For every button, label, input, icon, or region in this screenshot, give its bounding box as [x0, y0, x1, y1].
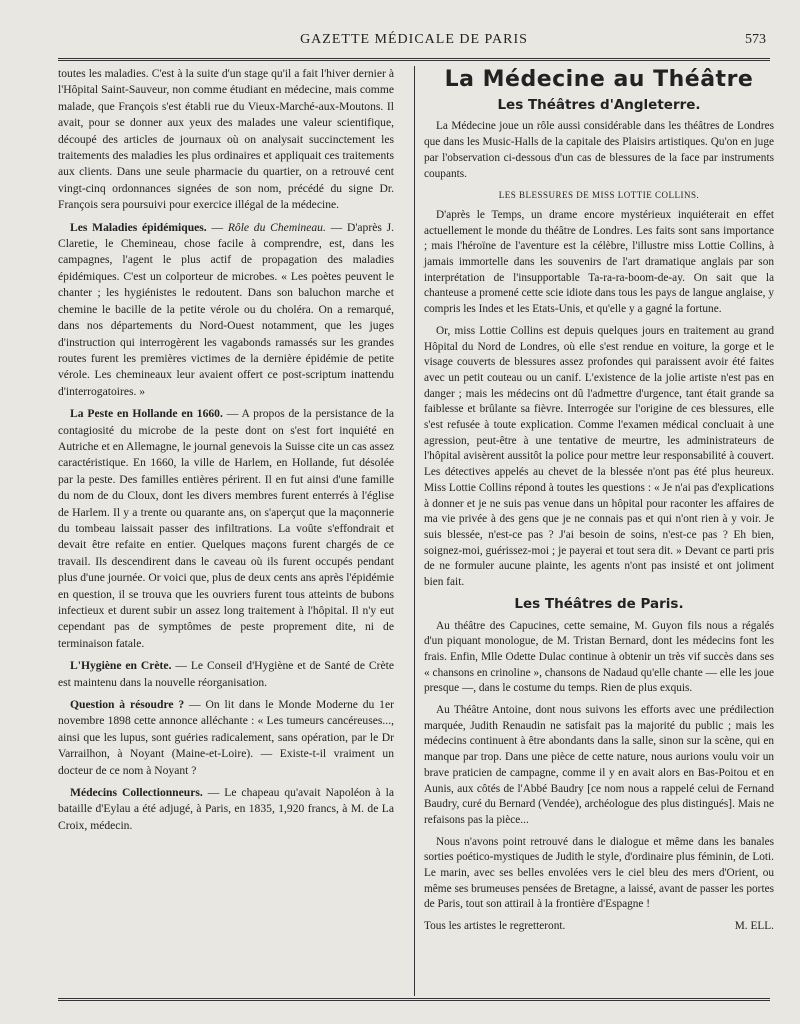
left-column	[58, 66, 394, 840]
intro-paragraph: toutes les maladies. C'est à la suite d'un stage qu'il a fait l'hiver dernier à l'Hôpital Saint-Sauveur, non comme étudiant en médecine, mais comme malade, que François s'est établi rue du Vieux-Marché-aux-Moutons. Il avait, pour se donner aux yeux des malades une valeur scientifique, découpé des articles de journaux où on analysait succinctement les traitements des maladies les plus ordinaires et appliquait ces traitements aux clients. Dans une seule pharmacie du quartier, on a retrouvé cent vingt-cinq ordonnances signées de son nom, précédé du signe Dr. François sera poursuivi pour exercice illégal de la médecine.	[58, 67, 394, 212]
case-heading: LES BLESSURES DE MISS LOTTIE COLLINS.	[498, 190, 700, 201]
hygiene-heading: L'Hygiène en Crète.	[70, 659, 172, 673]
peste-text: A propos de la persistance de la contagiosité du microbe de la peste dont on s'est fort inquiété en Autriche et en Allemagne, le journal genevois la Suisse cite un cas assez caractéristique. En 1660, la ville de Harlem, en Hollande, fut désolée par la peste. Des familles entières périrent. Il en fut ainsi d'une famille du nom de du Cloux, dont les divers membres furent enterrés à l'église de Harlem. Il y a trente ou quarante ans, on s'aperçut que la maçonnerie du tombeau laissait passer des infiltrations. La voûte s'effondrait et devait être refaite en entier. Quelques maçons furent chargés de ce travail. Ils descendirent dans le caveau où ils furent occupés pendant plus d'une journée. Or voici que, plus de deux cents ans après l'épidémie en question, il se trouva que les ouvriers furent tous atteints de bubons infectieux et durent subir un assez long traitement à l'hôpital. Il n'y eut cependant pas de symptômes de peste proprement dite, ni de terminaison fatale.	[58, 407, 394, 650]
collectionneurs-text: Le chapeau qu'avait Napoléon à la bataille d'Eylau a été adjugé, à Paris, en 1835, 1,920 francs, à M. de La Croix, médecin.	[58, 786, 394, 832]
author-signature: M. ELL.	[734, 920, 774, 933]
paris-paragraph-1: Au théâtre des Capucines, cette semaine, M. Guyon fils nous a régalés d'un piquant monologue, de M. Tristan Bernard, dont les médecins font les frais. Enfin, Mlle Odette Dulac continue à obtenir un très vif succès dans ses « chansons en crinoline », chansons de Nadaud qu'elle chante — elle les joue presque —, dans le costume du temps. Rien de plus exquis.	[424, 619, 774, 695]
question-text: On lit dans le Monde Moderne du 1er novembre 1898 cette annonce alléchante : « Les tumeurs cancéreuses..., ainsi que les lupus, sont guéries radicalement, sans opération, par le Dr Varrailhon, à Noyant (Maine-et-Loire). — Existe-t-il vraiment un docteur de ce nom à Noyant ?	[58, 698, 394, 777]
epidemies-article: Les Maladies épidémiques. — Rôle du Chemineau. — D'après J. Claretie, le Chemineau, chose facile à comprendre, est, dans les campagnes, l'agent le plus actif de propagation des maladies épidémiques. C'est un colporteur de microbes. « Les poètes peuvent le chanter ; les hygiénistes le redoutent. Dans son baluchon marche et chemine le bacille de la petite vérole ou du choléra. On a remarqué, dans nos départements du Nord-Ouest notamment, que les juges d'instruction qui interrogèrent les vagabonds ramassés sur les grandes routes furent les premières victimes de la dernière épidémie de petite vérole. Les chemineaux leur avaient offert ce post-scriptum inattendu d'interrogatoires. »	[58, 220, 395, 398]
collectionneurs-article: Médecins Collectionneurs. — Le chapeau qu'avait Napoléon à la bataille d'Eylau a été adjugé, à Paris, en 1835, 1,920 francs, à M. de La Croix, médecin.	[58, 786, 394, 832]
column-separator	[414, 66, 415, 996]
hygiene-article: L'Hygiène en Crète. — Le Conseil d'Hygiène et de Santé de Crète est maintenu dans la nouvelle réorganisation.	[58, 659, 394, 689]
peste-heading: La Peste en Hollande en 1660.	[70, 407, 223, 421]
collectionneurs-heading: Médecins Collectionneurs.	[70, 786, 203, 800]
paris-paragraph-3: Nous n'avons point retrouvé dans le dialogue et même dans les banales sorties poético-mystiques de Judith le style, d'ordinaire plus féminin, de Loti. Le marin, avec ses belles envolées vers le ciel bleu des mers d'Orient, ou même ses brumeuses pensées de Bretagne, a laissé, avant de passer les portes de Paris, tout son attirail à la frontière d'Espagne !	[424, 835, 774, 911]
right-column	[424, 66, 774, 935]
hygiene-text: Le Conseil d'Hygiène et de Santé de Crète est maintenu dans la nouvelle réorganisation.	[58, 659, 394, 689]
angleterre-subtitle: Les Théâtres d'Angleterre.	[497, 96, 701, 113]
epidemies-text: D'après J. Claretie, le Chemineau, chose facile à comprendre, est, dans les campagnes, l'agent le plus actif de propagation des maladies épidémiques. C'est un colporteur de microbes. « Les poètes peuvent le chanter ; les hygiénistes le redoutent. Dans son baluchon marche et chemine le bacille de la petite vérole ou du choléra. On a remarqué, dans nos départements du Nord-Ouest notamment, que les juges d'instruction qui interrogèrent les vagabonds ramassés sur les grandes routes furent les premières victimes de la dernière épidémie de petite vérole. Les chemineaux leur avaient offert ce post-scriptum inattendu d'interrogatoires. »	[58, 220, 395, 398]
angleterre-paragraph-2: Or, miss Lottie Collins est depuis quelques jours en traitement au grand Hôpital du Nord de Londres, où elle s'est rendue en voiture, la gorge et le visage couverts de blessures assez profondes qui paraissent avoir été faites avec un petit couteau ou un canif. L'existence de la jolie artiste n'est pas en danger ; mais les médecins ont dû l'admettre d'urgence, tant était grande sa faiblesse et brûlante sa fièvre. Interrogée sur l'origine de ces blessures, elle s'est refusée à toute explication. Comme l'examen médical concluait à une agression, peut-être à une tentative de meurtre, les administrateurs de l'hôpital avisèrent aussitôt la police pour mettre leur responsabilité à couvert. Les détectives appelés au chevet de la blessée n'ont pas été plus heureux. Miss Lottie Collins répond à toutes les questions : « Je n'ai pas d'explications à donner et je ne suis pas venue dans un hôpital pour raconter les affaires de ma vie privée à des gens que je ne connais pas et qui n'ont rien à y voir. Je suis blessée, n'est-ce pas ? J'ai besoin de soins, n'est-ce pas ? Eh bien, soignez-moi, guérissez-moi ; je payerai et tout sera dit. » Devant ce parti pris de ne formuler aucune plainte, les agents n'ont pas insisté et ont joliment bien fait.	[424, 324, 774, 589]
page-footer-rule	[58, 998, 770, 1001]
closing-text: Tous les artistes le regretteront.	[424, 920, 566, 933]
page-header	[58, 30, 770, 61]
angleterre-paragraph-1: D'après le Temps, un drame encore mystérieux inquiéterait en effet actuellement le monde du théâtre de Londres. Les faits sont sans importance ; mais l'héroïne de l'aventure est la célèbre, l'illustre miss Lottie Collins, à jamais immortelle dans les souvenirs de l'art dramatique anglais par son interprétation de l'insupportable Ta-ra-ra-boom-de-ay. On sait que la chanteuse a promené cette scie idiote dans tous les pays de langue anglaise, y compris les Indes et les Etats-Unis, et qu'elle y a gagné la fortune.	[424, 208, 774, 316]
page-number: 573	[745, 32, 766, 47]
epidemies-source: Rôle du Chemineau.	[227, 220, 326, 234]
closing-line	[424, 919, 774, 935]
peste-article: La Peste en Hollande en 1660. — A propos de la persistance de la contagiosité du microbe de la peste dont on s'est fort inquiété en Autriche et en Allemagne, le journal genevois la Suisse cite un cas assez caractéristique. En 1660, la ville de Harlem, en Hollande, fut désolée par la peste. Des familles entières périrent. Il en fut ainsi d'une famille du nom de du Cloux, dont les divers membres furent enterrés à l'église de Harlem. Il y a trente ou quarante ans, on s'aperçut que la maçonnerie du tombeau laissait passer des infiltrations. La voûte s'effondrait et devait être refaite en entier. Quelques maçons furent chargés de ce travail. Ils descendirent dans le caveau où ils furent occupés pendant plus d'une journée. Or voici que, plus de deux cents ans après l'épidémie en question, il se trouva que les ouvriers furent tous atteints de bubons infectieux et durent subir un assez long traitement à l'hôpital. Il n'y eut cependant pas de symptômes de peste proprement dite, ni de terminaison fatale.	[58, 407, 394, 650]
question-article: Question à résoudre ? — On lit dans le Monde Moderne du 1er novembre 1898 cette annonce alléchante : « Les tumeurs cancéreuses..., ainsi que les lupus, sont guéries radicalement, sans opération, par le Dr Varrailhon, à Noyant (Maine-et-Loire). — Existe-t-il vraiment un docteur de ce nom à Noyant ?	[58, 698, 394, 777]
angleterre-intro: La Médecine joue un rôle aussi considérable dans les théâtres de Londres que dans les Music-Halls de la capitale des Plaisirs artistiques. Qu'on en juge par l'observation ci-dessous d'un cas de blessures de la face par instruments coupants.	[424, 120, 774, 180]
paris-subtitle: Les Théâtres de Paris.	[514, 595, 684, 612]
question-heading: Question à résoudre ?	[70, 698, 185, 712]
journal-title: GAZETTE MÉDICALE DE PARIS	[300, 32, 528, 47]
paris-paragraph-2: Au Théâtre Antoine, dont nous suivons les efforts avec une prédilection marquée, Judith Renaudin ne satisfait pas la majorité du public ; mais les médecins continuent à être abondants dans la salle, sinon sur la scène, qui en manque par trop. Dans une pièce de cette nature, nous aurions voulu voir un brave praticien de campagne, comme il y en avait alors en Bas-Poitou et en Aunis, aux côtés de l'Abbé Baudry [ce nom nous a rappelé celui de Fernand Baudry, curé du Bernard (Vendée), archéologue des plus distingués]. Mais ne refaisons pas la pièce...	[424, 704, 774, 826]
epidemies-heading: Les Maladies épidémiques.	[70, 220, 207, 234]
section-title: La Médecine au Théâtre	[444, 67, 754, 92]
